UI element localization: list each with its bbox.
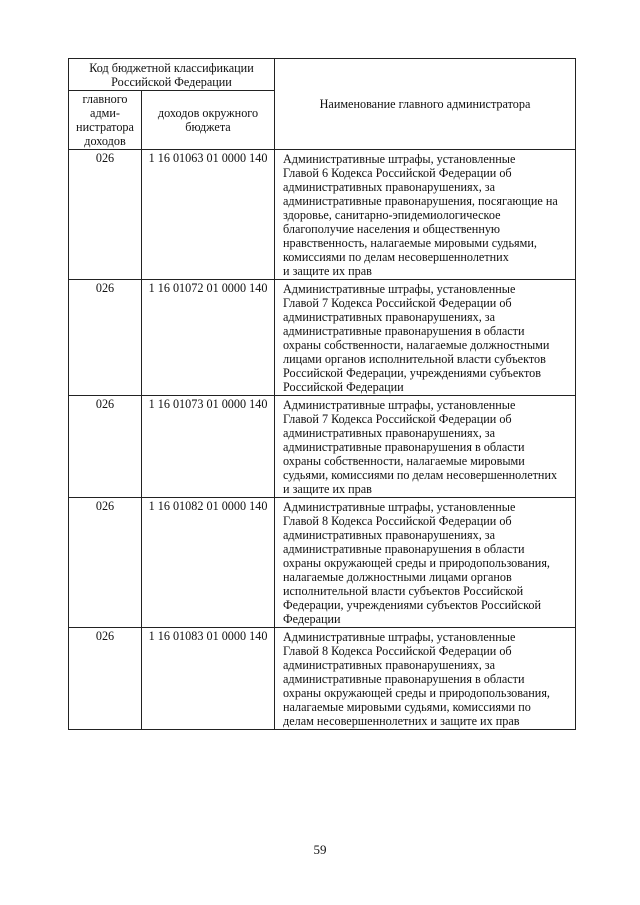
description-cell [275,498,576,628]
header-admin-name-label: Наименование главного администратора [319,97,531,111]
description-cell [275,628,576,730]
budget-code-cell: 1 16 01073 01 0000 140 [142,396,275,498]
description-line: и защите их прав [283,482,372,496]
description-line: комиссиями по делам несовершеннолетних [283,250,509,264]
admin-code-cell: 026 [69,628,142,730]
description-line: Главой 8 Кодекса Российской Федерации об [283,644,512,658]
header-main-admin-line: доходов [84,134,126,148]
description-line: Административные штрафы, установленные [283,152,516,166]
description-line: здоровье, санитарно-эпидемиологическое [283,208,501,222]
description-line: нравственность, налагаемые мировыми судьями, [283,236,537,250]
description-line: охраны собственности, налагаемые должностными [283,338,550,352]
description-cell [275,150,576,280]
admin-code-cell: 026 [69,498,142,628]
table-row [69,150,576,280]
description-line: исполнительной власти субъектов Российской [283,584,524,598]
description-line: охраны окружающей среды и природопользования, [283,556,550,570]
header-main-admin-line: адми- [90,106,120,120]
description-line: Административные штрафы, установленные [283,282,516,296]
description-line: административные правонарушения в области [283,672,525,686]
description-line: Административные штрафы, установленные [283,500,516,514]
table-row [69,396,576,498]
description-line: Главой 7 Кодекса Российской Федерации об [283,412,512,426]
admin-code-cell: 026 [69,150,142,280]
description-line: административных правонарушениях, за [283,528,496,542]
description-line: Главой 7 Кодекса Российской Федерации об [283,296,512,310]
budget-code-cell: 1 16 01082 01 0000 140 [142,498,275,628]
header-row-1 [69,59,576,91]
header-group-title-2: Российской Федерации [111,75,232,89]
description-line: делам несовершеннолетних и защите их прав [283,714,520,728]
description-line: Российской Федерации [283,380,404,394]
header-main-admin-line: нистратора [76,120,134,134]
description-line: административных правонарушениях, за [283,658,496,672]
description-line: Главой 6 Кодекса Российской Федерации об [283,166,512,180]
description-line: налагаемые мировыми судьями, комиссиями по [283,700,531,714]
description-line: судьями, комиссиями по делам несовершеннолетних [283,468,558,482]
description-line: Российской Федерации, учреждениями субъектов [283,366,542,380]
description-line: Административные штрафы, установленные [283,630,516,644]
page-number: 59 [313,842,327,857]
description-line: лицами органов исполнительной власти субъектов [283,352,546,366]
description-line: налагаемые должностными лицами органов [283,570,512,584]
header-district-budget-line: бюджета [185,120,231,134]
description-line: и защите их прав [283,264,372,278]
description-cell [275,280,576,396]
description-line: охраны собственности, налагаемые мировыми [283,454,525,468]
description-line: благополучие населения и общественную [283,222,501,236]
description-line: Главой 8 Кодекса Российской Федерации об [283,514,512,528]
header-district-budget-line: доходов окружного [157,106,259,120]
description-line: административные правонарушения в области [283,542,525,556]
description-line: административных правонарушениях, за [283,180,496,194]
description-line: Федерации [283,612,341,626]
budget-code-cell: 1 16 01072 01 0000 140 [142,280,275,396]
header-admin-name [275,59,576,150]
admin-code-cell: 026 [69,280,142,396]
description-line: охраны окружающей среды и природопользования, [283,686,550,700]
header-group-title-1: Код бюджетной классификации [89,61,254,75]
description-line: Административные штрафы, установленные [283,398,516,412]
description-cell [275,396,576,498]
description-line: административные правонарушения, посягающие на [283,194,558,208]
header-main-admin [69,91,142,150]
header-district-budget [142,91,275,150]
description-line: Федерации, учреждениями субъектов Российской [283,598,542,612]
table-row [69,280,576,396]
budget-code-cell: 1 16 01083 01 0000 140 [142,628,275,730]
budget-code-cell: 1 16 01063 01 0000 140 [142,150,275,280]
description-line: административных правонарушениях, за [283,426,496,440]
admin-code-cell: 026 [69,396,142,498]
header-main-admin-line: главного [82,92,128,106]
header-budget-classification [69,59,275,91]
description-line: административные правонарушения в области [283,440,525,454]
table-row [69,628,576,730]
table-row [69,498,576,628]
description-line: административные правонарушения в области [283,324,525,338]
description-line: административных правонарушениях, за [283,310,496,324]
budget-code-table [68,58,576,730]
